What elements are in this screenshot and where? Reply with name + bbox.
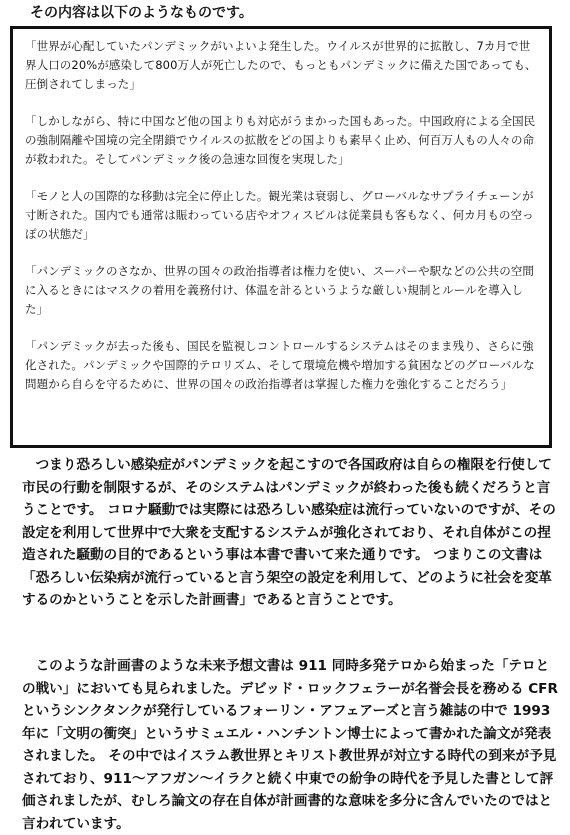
quote-paragraph: 「世界が心配していたパンデミックがいよいよ発生した。ウイルスが世界的に拡散し、7カ月で世界人口の20%が感染して800万人が死亡したので、もっともパンデミックに備えた国であっても、圧倒されてしまった」 (25, 39, 537, 91)
quote-paragraph: 「しかしながら、特に中国など他の国よりも対応がうまかった国もあった。中国政府による全国民の強制隔離や国境の完全閉鎖でウイルスの拡散をどの国よりも素早く止め、何百万人もの人々の命が救われた。そしてパンデミック後の急速な回復を実現した」 (25, 114, 536, 166)
quote-paragraph: 「パンデミックが去った後も、国民を監視しコントロールするシステムはそのまま残り、さらに強化された。パンデミックや国際的テロリズム、そして環境危機や増加する貧困などのグローバルな問題から自らを守るために、世界の国々の政治指導者は掌握した権力を強化することだろう」 (25, 339, 535, 391)
intro-text: その内容は以下のようなものです。 (30, 5, 253, 21)
body-paragraph: このような計画書のような未来予想文書は 911 同時多発テロから始まった「テロとの戦い」においても見られました。デビッド・ロックフェラーが名誉会長を務める CFR というシンクタンクが発行しているフォーリン・アフェアーズと言う雑誌の中で 1993 年に「文明の衝突」というサミュエル・ハンチントン博士によって書かれた論文が発表されました。 その中ではイスラム教世界とキリスト教世界が対立する時代の到来が予見されており、911～アフガン～イラクと続く中東での紛争の時代を予見した書として評価されましたが、むしろ論文の存在自体が計画書的な意味を多分に含んでいたのではと言われています。 (22, 658, 558, 832)
quote-paragraph: 「パンデミックのさなか、世界の国々の政治指導者は権力を使い、スーパーや駅などの公共の空間に入るときにはマスクの着用を義務付け、体温を計るというような厳しい規制とルールを導入した」 (25, 264, 535, 316)
quote-box (10, 26, 552, 448)
quote-paragraph: 「モノと人の国際的な移動は完全に停止した。観光業は衰弱し、グローバルなサプライチェーンが寸断された。国内でも通常は賑わっている店やオフィスビルは従業員も客もなく、何カ月もの空っぽの状態だ」 (25, 189, 534, 241)
body-paragraph: つまり恐ろしい感染症がパンデミックを起こすので各国政府は自らの権限を行使して市民の行動を制限するが、そのシステムはパンデミックが終わった後も続くだろうと言うことです。 コロナ騒動では実際には恐ろしい感染症は流行っていないのですが、その設定を利用して世界中で大衆を支配するシステムが強化されており、それ自体がこの捏造された騒動の目的であるという事は本書で書いて来た通りです。 つまりこの文書は「恐ろしい伝染病が流行っていると言う架空の設定を利用して、どのように社会を変革するのかということを示した計画書」であると言うことです。 (22, 457, 556, 608)
